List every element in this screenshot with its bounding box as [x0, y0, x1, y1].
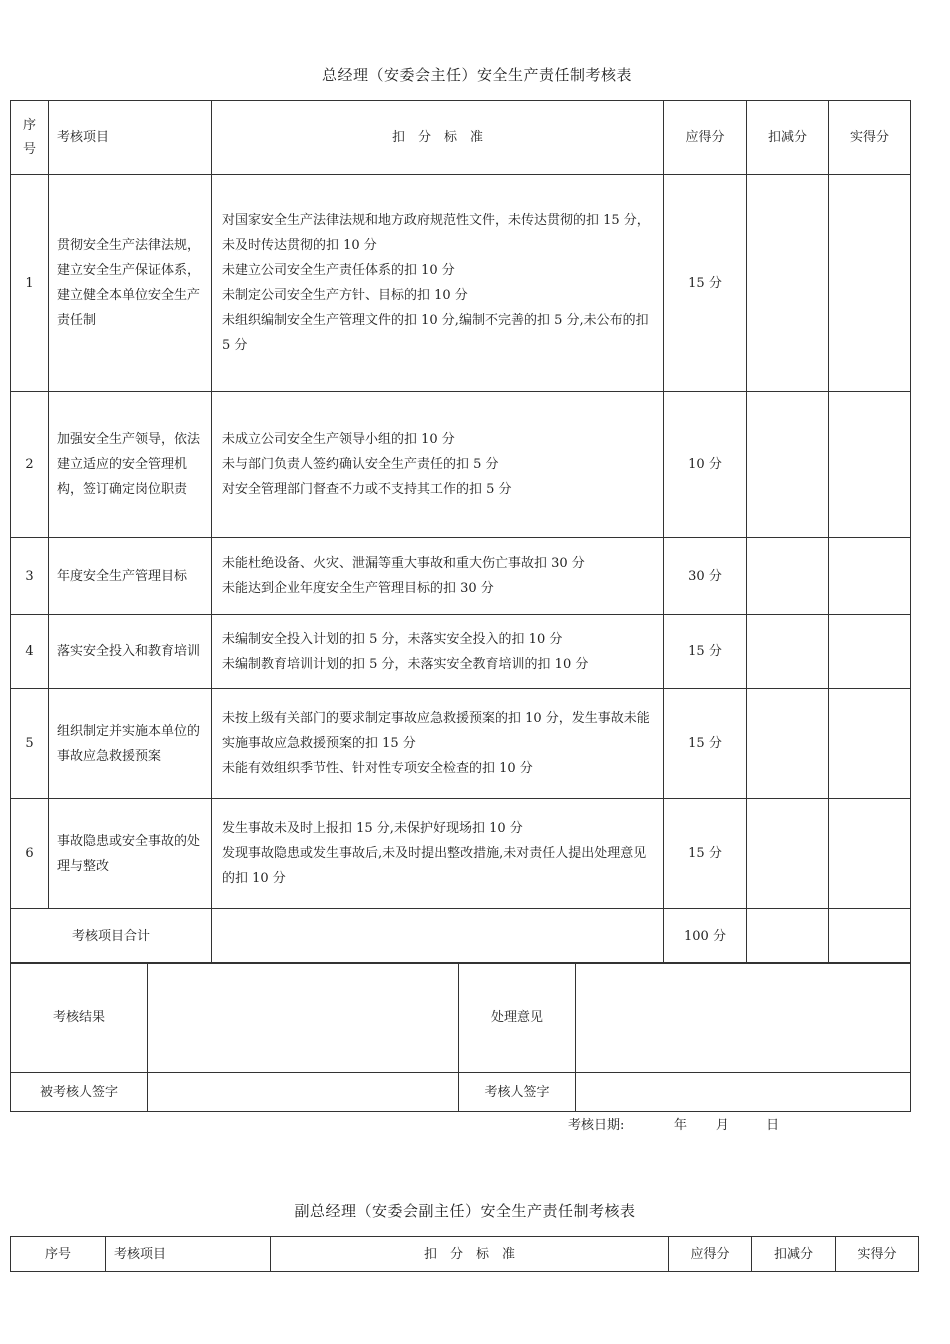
row-item: 落实安全投入和教育培训: [49, 615, 212, 689]
row-criteria: [212, 392, 664, 538]
criteria-line: 对安全管理部门督查不力或不支持其工作的扣 5 分: [222, 482, 512, 497]
header-actual: 实得分: [829, 101, 911, 175]
form2-title: 副总经理（安委会副主任）安全生产责任制考核表: [294, 1202, 636, 1220]
result-table: [10, 962, 911, 1112]
examiner-sign-field[interactable]: [576, 1073, 911, 1112]
total-criteria-cell: [212, 909, 664, 964]
assessment-table: [10, 100, 911, 964]
row-deduct-cell[interactable]: [747, 175, 829, 392]
examinee-sign-field[interactable]: [148, 1073, 459, 1112]
header-seq: 序号: [11, 1237, 106, 1272]
criteria-line: 未编制安全投入计划的扣 5 分，未落实安全投入的扣 10 分: [222, 631, 563, 647]
row-no: 2: [11, 392, 49, 538]
criteria-line: 未能有效组织季节性、针对性专项安全检查的扣 10 分: [222, 761, 533, 776]
row-score: 15 分: [664, 175, 747, 392]
row-criteria: [212, 799, 664, 909]
examinee-sign-label: 被考核人签字: [11, 1073, 148, 1112]
row-deduct-cell[interactable]: [747, 538, 829, 615]
total-actual-cell[interactable]: [829, 909, 911, 964]
opinion-field[interactable]: [576, 963, 911, 1073]
row-item: 加强安全生产领导，依法建立适应的安全管理机构，签订确定岗位职责: [49, 392, 212, 538]
total-label: 考核项目合计: [11, 909, 212, 964]
row-deduct-cell[interactable]: [747, 799, 829, 909]
header-item: 考核项目: [106, 1237, 271, 1272]
table-header-row: [11, 1237, 919, 1272]
form1-title: 总经理（安委会主任）安全生产责任制考核表: [321, 66, 632, 84]
header-deduct: 扣减分: [747, 101, 829, 175]
table-row: [11, 615, 911, 689]
criteria-line: 未制定公司安全生产方针、目标的扣 10 分: [222, 288, 468, 303]
opinion-label: 处理意见: [459, 963, 576, 1073]
criteria-line: 未与部门负责人签约确认安全生产责任的扣 5 分: [222, 457, 499, 472]
result-label: 考核结果: [11, 963, 148, 1073]
row-actual-cell[interactable]: [829, 538, 911, 615]
row-criteria: [212, 538, 664, 615]
row-criteria: [212, 175, 664, 392]
row-no: 4: [11, 615, 49, 689]
table-header-row: [11, 101, 911, 175]
criteria-line: 未能达到企业年度安全生产管理目标的扣 30 分: [222, 581, 494, 596]
table-row: [11, 689, 911, 799]
row-score: 15 分: [664, 615, 747, 689]
total-score: 100 分: [664, 909, 747, 964]
assessment-table-2: [10, 1236, 919, 1272]
table-row: [11, 175, 911, 392]
header-item: 考核项目: [49, 101, 212, 175]
header-due: 应得分: [669, 1237, 752, 1272]
row-item: 年度安全生产管理目标: [49, 538, 212, 615]
row-actual-cell[interactable]: [829, 615, 911, 689]
row-criteria: [212, 615, 664, 689]
row-item: 贯彻安全生产法律法规，建立安全生产保证体系，建立健全本单位安全生产责任制: [49, 175, 212, 392]
row-actual-cell[interactable]: [829, 175, 911, 392]
criteria-line: 未成立公司安全生产领导小组的扣 10 分: [222, 432, 455, 447]
row-score: 30 分: [664, 538, 747, 615]
row-score: 10 分: [664, 392, 747, 538]
row-score: 15 分: [664, 689, 747, 799]
header-due: 应得分: [664, 101, 747, 175]
row-no: 5: [11, 689, 49, 799]
row-item: 组织制定并实施本单位的事故应急救援预案: [49, 689, 212, 799]
header-deduct: 扣减分: [752, 1237, 836, 1272]
criteria-line: 未能杜绝设备、火灾、泄漏等重大事故和重大伤亡事故扣 30 分: [222, 556, 585, 571]
criteria-line: 未按上级有关部门的要求制定事故应急救援预案的扣 10 分，发生事故未能实施事故应急救援预案的扣 15 分: [222, 711, 650, 751]
row-deduct-cell[interactable]: [747, 392, 829, 538]
examiner-sign-label: 考核人签字: [459, 1073, 576, 1112]
table-row: [11, 799, 911, 909]
criteria-line: 未组织编制安全生产管理文件的扣 10 分,编制不完善的扣 5 分,未公布的扣 5 分: [222, 313, 649, 353]
row-deduct-cell[interactable]: [747, 615, 829, 689]
row-actual-cell[interactable]: [829, 689, 911, 799]
row-no: 6: [11, 799, 49, 909]
criteria-line: 发现事故隐患或发生事故后,未及时提出整改措施,未对责任人提出处理意见的扣 10 分: [222, 846, 647, 886]
header-actual: 实得分: [836, 1237, 919, 1272]
total-deduct-cell[interactable]: [747, 909, 829, 964]
criteria-line: 未编制教育培训计划的扣 5 分，未落实安全教育培训的扣 10 分: [222, 656, 589, 672]
header-criteria: 扣 分 标 准: [271, 1237, 669, 1272]
criteria-line: 对国家安全生产法律法规和地方政府规范性文件，未传达贯彻的扣 15 分，未及时传达贯彻的扣 10 分: [222, 213, 650, 253]
row-score: 15 分: [664, 799, 747, 909]
header-criteria: 扣 分 标 准: [212, 101, 664, 175]
criteria-line: 发生事故未及时上报扣 15 分,未保护好现场扣 10 分: [222, 821, 523, 836]
total-row: [11, 909, 911, 964]
criteria-line: 未建立公司安全生产责任体系的扣 10 分: [222, 263, 455, 278]
row-criteria: [212, 689, 664, 799]
row-actual-cell[interactable]: [829, 392, 911, 538]
table-row: [11, 538, 911, 615]
result-field[interactable]: [148, 963, 459, 1073]
row-item: 事故隐患或安全事故的处理与整改: [49, 799, 212, 909]
table-row: [11, 392, 911, 538]
header-seq: 序 号: [11, 101, 49, 175]
row-no: 1: [11, 175, 49, 392]
row-actual-cell[interactable]: [829, 799, 911, 909]
row-no: 3: [11, 538, 49, 615]
row-deduct-cell[interactable]: [747, 689, 829, 799]
assessment-date: 考核日期: 年 月 日: [568, 1118, 780, 1133]
